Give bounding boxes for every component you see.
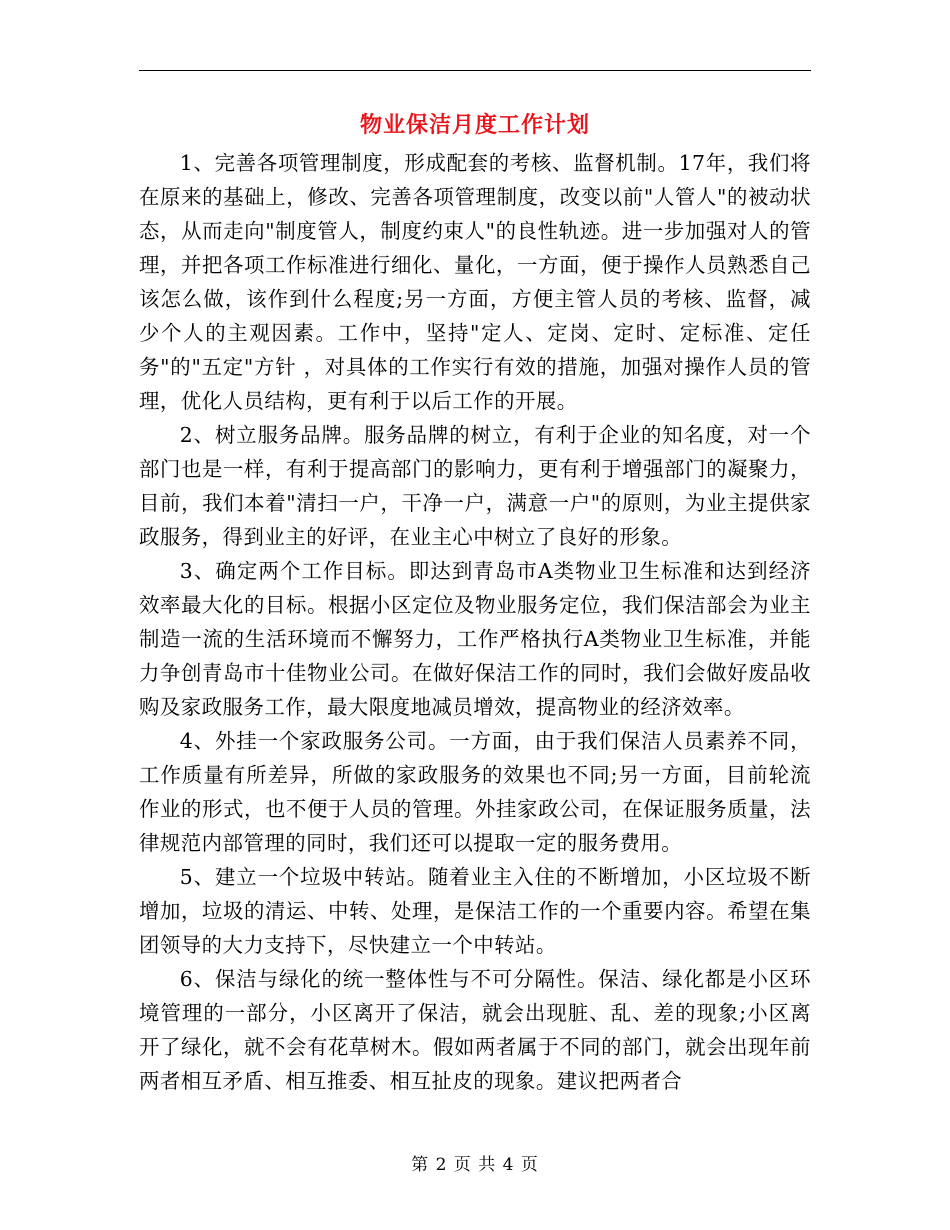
footer-middle: 页 共 bbox=[453, 1155, 497, 1175]
paragraph-2: 2、树立服务品牌。服务品牌的树立，有利于企业的知名度，对一个部门也是一样，有利于提高部门的影响力，更有利于增强部门的凝聚力，目前，我们本着"清扫一户，干净一户，满意一户"的原则，为业主提供家政服务，得到业主的好评，在业主心中树立了良好的形象。 bbox=[139, 423, 811, 549]
paragraph-1: 1、完善各项管理制度，形成配套的考核、监督机制。17年，我们将在原来的基础上，修改、完善各项管理制度，改变以前"人管人"的被动状态，从而走向"制度管人，制度约束人"的良性轨迹。进一步加强对人的管理，并把各项工作标准进行细化、量化，一方面，便于操作人员熟悉自己该怎么做，该作到什么程度;另一方面，方便主管人员的考核、监督，减少个人的主观因素。工作中，坚持"定人、定岗、定时、定标准、定任务"的"五定"方针 ，对具体的工作实行有效的措施，加强对操作人员的管理，优化人员结构，更有利于以后工作的开展。 bbox=[139, 151, 811, 413]
footer-current-page: 2 bbox=[435, 1155, 448, 1175]
document-body bbox=[139, 146, 811, 1098]
page-footer bbox=[0, 1153, 950, 1177]
paragraph-3: 3、确定两个工作目标。即达到青岛市A类物业卫生标准和达到经济效率最大化的目标。根据小区定位及物业服务定位，我们保洁部会为业主制造一流的生活环境而不懈努力，工作严格执行A类物业卫生标准，并能力争创青岛市十佳物业公司。在做好保洁工作的同时，我们会做好废品收购及家政服务工作，最大限度地减员增效，提高物业的经济效率。 bbox=[139, 559, 811, 719]
footer-prefix: 第 bbox=[411, 1155, 430, 1175]
footer-suffix: 页 bbox=[520, 1155, 539, 1175]
footer-total-pages: 4 bbox=[502, 1155, 515, 1175]
paragraph-4: 4、外挂一个家政服务公司。一方面，由于我们保洁人员素养不同，工作质量有所差异，所做的家政服务的效果也不同;另一方面，目前轮流作业的形式，也不便于人员的管理。外挂家政公司，在保证服务质量，法律规范内部管理的同时，我们还可以提取一定的服务费用。 bbox=[139, 729, 811, 855]
header-rule bbox=[139, 70, 811, 71]
paragraph-6: 6、保洁与绿化的统一整体性与不可分隔性。保洁、绿化都是小区环境管理的一部分，小区离开了保洁，就会出现脏、乱、差的现象;小区离开了绿化，就不会有花草树木。假如两者属于不同的部门，就会出现年前两者相互矛盾、相互推委、相互扯皮的现象。建议把两者合 bbox=[139, 967, 811, 1093]
document-title: 物业保洁月度工作计划 bbox=[359, 112, 590, 138]
paragraph-5: 5、建立一个垃圾中转站。随着业主入住的不断增加，小区垃圾不断增加，垃圾的清运、中转、处理，是保洁工作的一个重要内容。希望在集团领导的大力支持下，尽快建立一个中转站。 bbox=[139, 865, 811, 957]
